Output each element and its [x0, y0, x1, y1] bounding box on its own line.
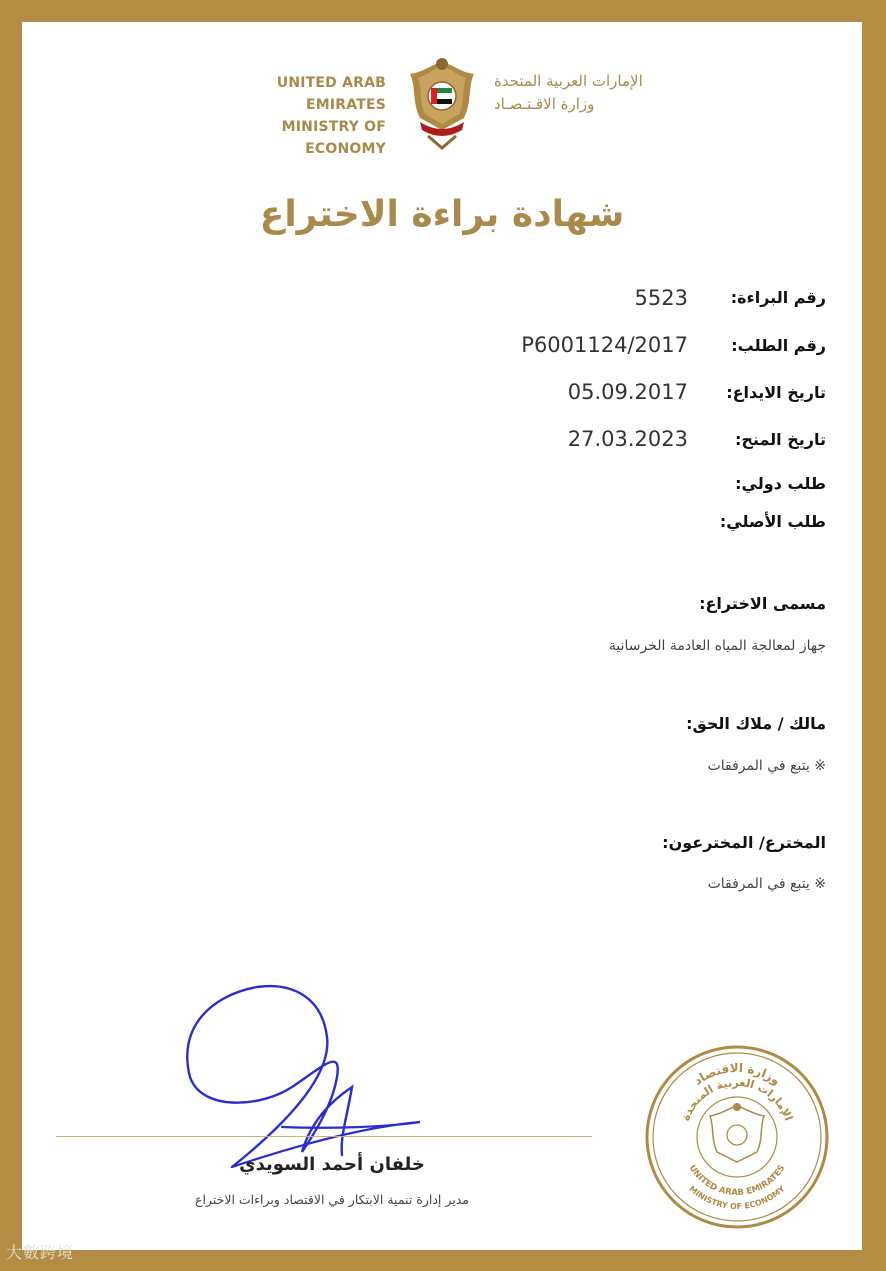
handwritten-signature	[172, 977, 432, 1172]
filing-date-value: 05.09.2017	[567, 380, 688, 404]
header-en-ministry: MINISTRY OF ECONOMY	[281, 119, 386, 157]
seal-arabic-country: الإمارات العربية المتحدة	[678, 1075, 796, 1123]
inventors-heading: المخترع/ المخترعون:	[662, 833, 826, 852]
header-english	[198, 72, 386, 160]
owners-heading: مالك / ملاك الحق:	[686, 714, 826, 733]
invention-title-heading: مسمى الاختراع:	[699, 594, 826, 613]
original-application-label: طلب الأصلي:	[719, 512, 826, 531]
header-ar-ministry: وزارة الاقـتـصـاد	[494, 95, 595, 113]
seal-english-country: UNITED ARAB EMIRATES	[686, 1163, 788, 1199]
inventors-text: ※ يتبع في المرفقات	[707, 876, 826, 892]
seal-english-ministry: MINISTRY OF ECONOMY	[687, 1184, 787, 1212]
header-arabic	[494, 70, 694, 116]
international-application-label: طلب دولي:	[735, 474, 826, 493]
certificate-title: شهادة براءة الاختراع	[259, 194, 625, 235]
uae-emblem-icon	[402, 52, 482, 150]
application-number-value: P6001124/2017	[521, 333, 688, 357]
seal-arabic-ministry: وزارة الاقتصاد	[691, 1060, 783, 1088]
signature-line	[56, 1136, 592, 1137]
watermark-text: 大數跨境	[6, 1243, 75, 1262]
ministry-seal-stamp	[644, 1044, 830, 1230]
signatory-title: مدير إدارة تنمية الابتكار في الاقتصاد وبراءات الاختراع	[195, 1192, 469, 1207]
filing-date-label: تاريخ الايداع:	[726, 383, 826, 402]
header-ar-country: الإمارات العربية المتحدة	[494, 72, 643, 90]
grant-date-value: 27.03.2023	[567, 427, 688, 451]
application-number-label: رقم الطلب:	[731, 336, 826, 355]
invention-title-text: جهاز لمعالجة المياه العادمة الخرسانية	[608, 638, 826, 654]
patent-number-value: 5523	[634, 286, 688, 310]
patent-number-label: رقم البراءة:	[730, 288, 826, 307]
owners-text: ※ يتبع في المرفقات	[707, 758, 826, 774]
header-en-country: UNITED ARAB EMIRATES	[276, 75, 386, 113]
grant-date-label: تاريخ المنح:	[734, 430, 826, 449]
certificate-sheet	[22, 22, 862, 1250]
signatory-name: خلفان أحمد السويدي	[239, 1154, 425, 1175]
